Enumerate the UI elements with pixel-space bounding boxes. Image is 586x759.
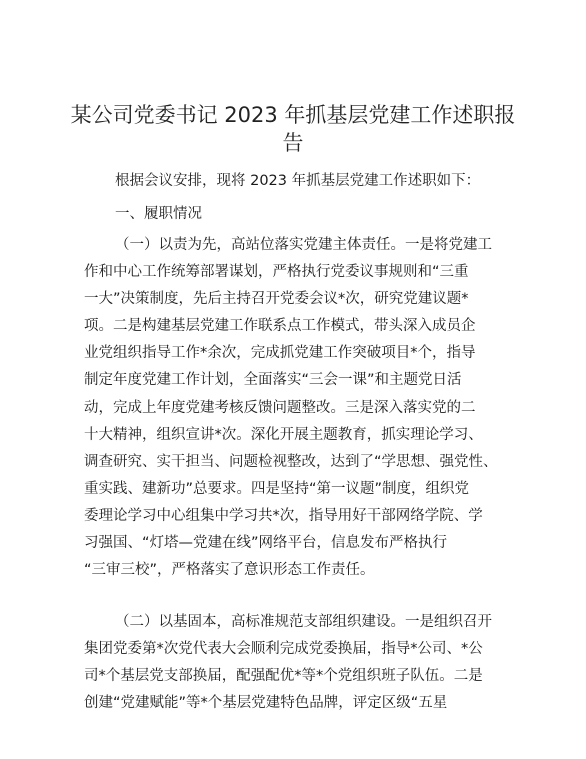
paragraph-branch-construction (84, 609, 504, 717)
paragraph-line: 作和中心工作统筹部署谋划，严格执行党委议事规则和“三重 (84, 264, 469, 281)
paragraph-line: （二）以基固本，高标准规范支部组织建设。一是组织召开 (115, 614, 492, 630)
paragraph-line: 十大精神，组织宣讲*次。深化开展主题教育，抓实理论学习、 (84, 426, 483, 443)
title-line-2: 告 (282, 131, 304, 155)
section-heading-performance: 一、履职情况 (115, 206, 202, 222)
paragraph-line: “三审三校”，严格落实了意识形态工作责任。 (84, 562, 375, 579)
paragraph-duty-responsibility (84, 232, 504, 584)
paragraph-line: 集团党委第*次党代表大会顺利完成党委换届，指导*公司、*公 (84, 641, 483, 658)
title-line-1: 某公司党委书记 2023 年抓基层党建工作述职报 (70, 103, 516, 127)
paragraph-line: 创建“党建赋能”等*个基层党建特色品牌，评定区级“五星 (84, 695, 448, 712)
paragraph-line: 业党组织指导工作*余次，完成抓党建工作突破项目*个，指导 (84, 345, 476, 362)
paragraph-line: 委理论学习中心组集中学习共*次，指导用好干部网络学院、学 (84, 507, 483, 524)
paragraph-line: 动，完成上年度党建考核反馈问题整改。三是深入落实党的二 (84, 399, 476, 416)
document-title (70, 101, 516, 157)
paragraph-line: 制定年度党建工作计划，全面落实“三会一课”和主题党日活 (84, 372, 462, 389)
paragraph-line: 习强国、“灯塔—党建在线”网络平台，信息发布严格执行 (84, 535, 448, 552)
paragraph-line: 调查研究、实干担当、问题检视整改，达到了“学思想、强党性、 (84, 453, 498, 470)
paragraph-line: 项。二是构建基层党建工作联系点工作模式，带头深入成员企 (84, 318, 476, 335)
intro-paragraph: 根据会议安排，现将 2023 年抓基层党建工作述职如下： (115, 173, 481, 189)
paragraph-line: （一）以责为先，高站位落实党建主体责任。一是将党建工 (115, 237, 492, 253)
paragraph-line: 一大”决策制度，先后主持召开党委会议*次，研究党建议题* (84, 291, 469, 308)
paragraph-line: 司*个基层党支部换届，配强配优*等*个党组织班子队伍。二是 (84, 668, 483, 685)
paragraph-line: 重实践、建新功”总要求。四是坚持“第一议题”制度，组织党 (84, 480, 470, 497)
